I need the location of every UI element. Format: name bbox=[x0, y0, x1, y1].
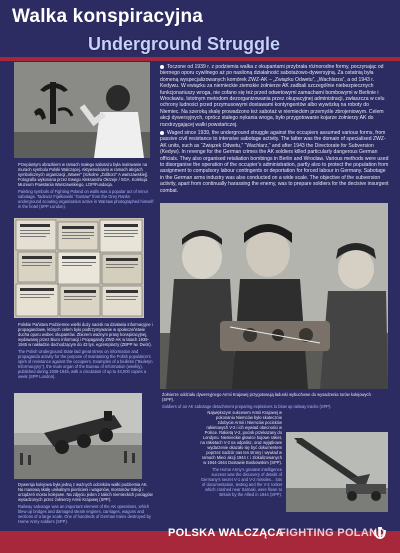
v2-caption bbox=[200, 410, 282, 497]
sabotage-caption-pl: Żołnierze oddziału dywersyjnego Armii Krajowej przygotowują ładunki wybuchowe do wysadzenia torów kolejowych (SPP). bbox=[162, 392, 371, 402]
intro-pl: Toczone od 1939 r. z podziemia walka z okupantami przybrała różnorodne formy, poczynając od biernego oporu cywilnego aż po nasiloną działalność sabotażowo-dywersyjną. Za ostatnią była domeną wyspecjalizowanych komórek ZWZ-AK – „Związku Odwetu”, „Wachlarza”, a od 1943 r. Kedywu. W ewiązku za niemieckie ziemskie żołnierze AK zadbali szczególnie niebezpiecznych funkcjonariuszy wroga, nie cofano się też przed odwetowymi zamachami bombowymi w Berlinie i Wrocławiu. Istotnym metodom dezorganizowania przez okupacyjnej administracji, zwłaszcza w celu ochrony ludności przed przymusowymi dostawami kontyngentów albo wywózką na roboty do Niemiec. Na szeroką skalę prowadzono też sabotaż w niemieckim przemyśle zbrojeniowym. Celem akcji dywersyjnych, oprócz stałego nękania wroga, było przygotowanie kojarze żołnierzy AK do rozstrzygającej walki powstańczej. bbox=[160, 64, 385, 128]
press-caption-en: The Polish Underground State laid great stress on information and propaganda activity for the purpose of maintaining the Polish population’s spirit of resistance against the occupiers. Examples of a biulletin (“Biuletyn Informacyjny”), the main organ of the Bureau of Information (weekly), published during 1939-1945, with a circulation of up to 43,000 copies a week (SPP London). bbox=[18, 349, 153, 379]
page-title: Walka konspiracyjna bbox=[12, 6, 204, 27]
graffiti-caption bbox=[18, 162, 154, 209]
accent-strip bbox=[0, 57, 400, 61]
intro-en: Waged since 1939, the underground struggle against the occupiers assumed various forms, from passive civil resistance to intensive sabotage activity. The latter was the domain of specialised ZWZ-AK units, such as “Związek Odwetu,” “Wachlarz,” and after 1943 the Directorate for Subversion (Kedyw). In revenge for the German crimes the AK soldiers killed particularly dangerous German officials. They also organised retaliation bombings in Berlin and Wrocław. Various methods were used to disorganise the operation of the occupier’s administration, partly also to protect the population from assignment to compulsory labour contingents or deportation for forced labour in Germany. Sabotage in the German arms industry was also conducted on a wide scale. The objective of the subversion activity, apart from continually harassing the enemy, was to prepare soldiers for the decisive insurgent combat. bbox=[160, 130, 389, 194]
train-caption-en: Railway sabotage was an important element of the AK operations, which blew up bridges and damaged steam engines, carriages, wagons and sections of a large scale. One of hundreds of German trains destroyed by Home Army soldiers (SPP). bbox=[18, 504, 151, 524]
press-caption-pl: Polskie Państwo Podziemne wielki duży nacisk na działania informacyjne i propagandowe, których celem było podtrzymywanie w społeczeństwie ducha oporu wobec okupantów. Zbiorem ważnym prasy konspiracyjnej, wydawanej przez Biuro Informacji i Propagandy ZWZ-AK w latach 1939-1945 w nakładzie dochodzącym do 43 tys. egzemplarzy (ZBPP Iw. Dwór). bbox=[18, 322, 153, 347]
graffiti-photo bbox=[14, 62, 150, 158]
graffiti-caption-en: Painting symbols of Fighting Poland on walls was a popular act of minor sabotage. Tadeusz Fijalkowski “Gustaw” from the Grey Ranks underground scouting organisation active in Warsaw photographed himself in the hotel (SPP London). bbox=[18, 189, 154, 209]
sabotage-caption-en: Soldiers of an AK sabotage detachment preparing explosives to blow up railway tracks (SPP). bbox=[162, 404, 332, 409]
sabotage-workshop-photo bbox=[160, 203, 388, 389]
derailed-train-photo bbox=[14, 393, 142, 479]
footer-title-pl: POLSKA WALCZĄCA bbox=[168, 527, 284, 539]
v2-caption-en: The Home Army’s greatest intelligence success was the discovery of details of Germany’s secret V-1 and V-2 missiles... lots of documentation, testing and the V-2 rocket which crashed near Sarnaki, were flown to Britain by the Allied in 1944 (SPP). bbox=[200, 467, 282, 497]
bullet-icon bbox=[160, 65, 164, 69]
intro-text-en bbox=[160, 130, 390, 194]
footer-title-en: FIGHTING POLAND bbox=[279, 527, 386, 539]
underground-press-photo bbox=[14, 218, 144, 318]
press-caption bbox=[18, 322, 154, 379]
train-caption bbox=[18, 482, 154, 524]
sabotage-caption bbox=[162, 392, 384, 409]
v2-caption-pl: Największym sukcesem Armii Krajowej w pokonaniu Niemców było skutecznie zdobycie Armii i Niemców pocisków rakietowych V-2 i ich wywiad obecności w Polsce. Rakietą V-2, pocisk przekazany do Londynu. Niemieckie głowice bojowe rakiet, na rakietach V-2 na odpalisz, oraz wyjątkowe wydarzenie okazało się być dokumentem poprzez nadzór nas ten strony i wywiad w ramach Mieci akcji 1944 r. i zlokalizowanych w 1944-1944 Dostawie Buskowskim (SPP). bbox=[200, 410, 282, 465]
page-subtitle: Underground Struggle bbox=[88, 34, 280, 54]
intro-text-pl bbox=[160, 64, 390, 128]
v2-rocket-photo bbox=[286, 432, 388, 512]
bullet-icon bbox=[160, 131, 164, 135]
graffiti-caption-pl: Przeplantym obrazkiem w ramach małego sabotażu była malowanie na murach symbolu Polski Walczącej. Aktywnościami w ramach akcjach symbolicznych organizacji „Wawer” (Szkolne „Żoliborz” A warszawskiej). Fotografia wykonana przez Ewego Aleksandra Okrzeje / SGA. Kolekcja Muzeum Powstania Warszawskiego, LOP/Fundacja. bbox=[18, 162, 149, 187]
train-caption-pl: Dywersja kolejowa była jedną z ważnych odcinków walki podziemia AK. Na masową skalę unikalnym pierścieni i wagonów, mostonów trakcji i urządzeń mostu kolejowe. Na zdjęciu jeden z takich niemieckich pociągów wysadzonych przez żołnierzy Armii Krajowej (SPP). bbox=[18, 482, 153, 502]
kotwica-anchor-icon bbox=[372, 526, 388, 540]
